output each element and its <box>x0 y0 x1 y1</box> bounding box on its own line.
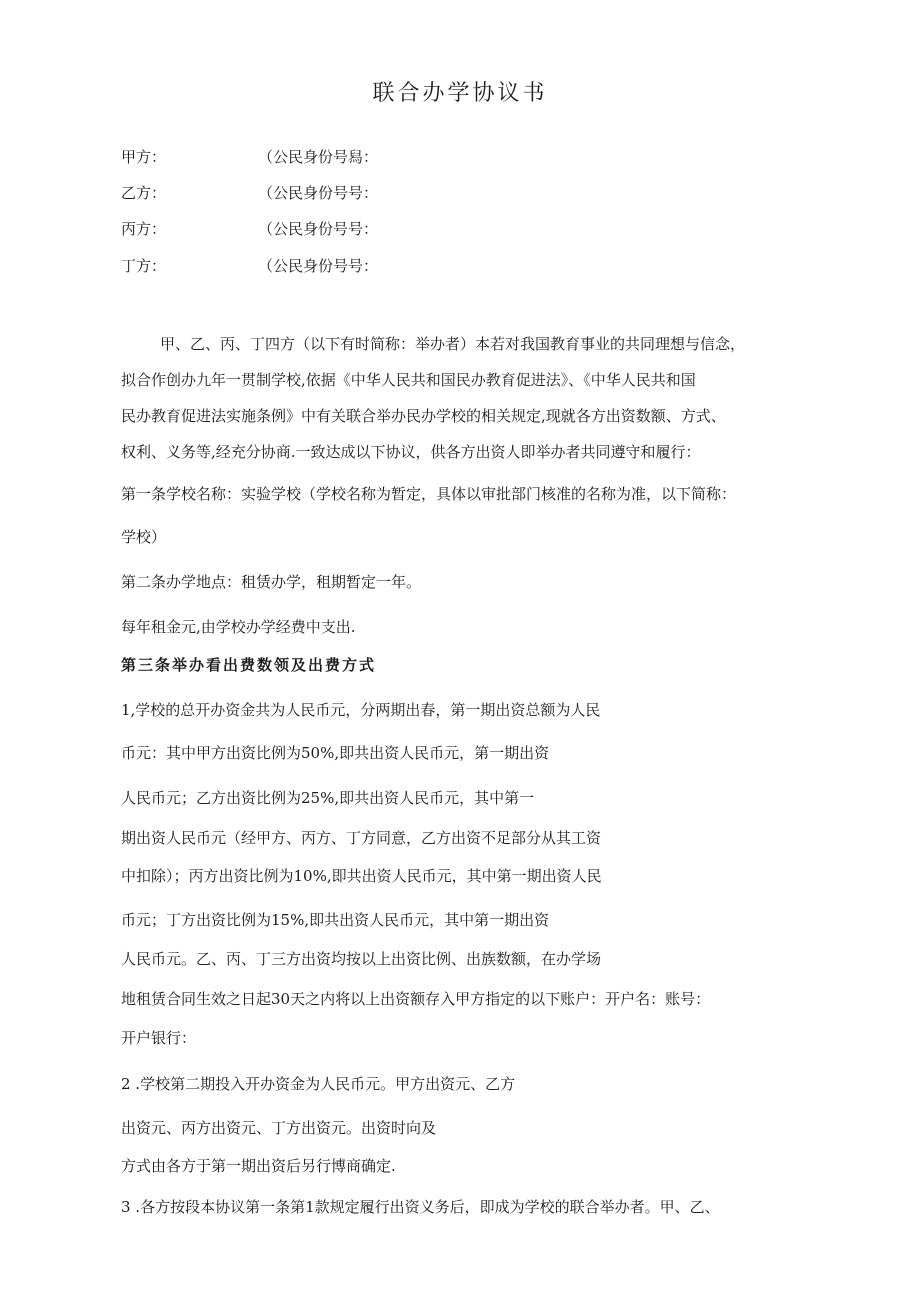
party-name: 丙方： <box>121 220 167 238</box>
party-id-label: （公民身份号号： <box>258 184 379 202</box>
text-line: 期出资人民币元（经甲方、丙方、丁方同意，乙方出资不足部分从其工资 <box>121 829 602 847</box>
text-line: 中扣除）；丙方出资比例为10%,即共出资人民币元，其中第一期出资人民 <box>121 867 602 885</box>
article-line: 第一条学校名称：实验学校（学校名称为暂定，具体以审批部门核准的名称为准，以下简称： <box>121 485 737 503</box>
text-line: 币元；丁方出资比例为15%,即共出资人民币元，其中第一期出资 <box>121 911 550 929</box>
party-name: 乙方： <box>121 184 167 202</box>
party-id-label: （公民身份号号： <box>258 220 379 238</box>
text-line: 每年租金元,由学校办学经费中支出. <box>121 618 356 636</box>
document-title: 联合办学协议书 <box>372 81 548 106</box>
article-line: 第二条办学地点：租赁办学，租期暂定一年。 <box>121 573 422 591</box>
text-line: 人民币元。乙、丙、丁三方出资均按以上出资比例、出族数额，在办学场 <box>121 950 602 968</box>
text-line: 出资元、丙方出资元、丁方出资元。出资时向及 <box>121 1119 437 1137</box>
text-line: 甲、乙、丙、丁四方（以下有时简称：举办者）本若对我国教育事业的共同理想与信念， <box>160 335 746 353</box>
text-line: 地租赁合同生效之日起30天之内将以上出资额存入甲方指定的以下账户：开户名：账号： <box>121 990 711 1008</box>
party-name: 丁方： <box>121 257 167 275</box>
text-line: 人民币元；乙方出资比例为25%,即共出资人民币元，其中第一 <box>121 789 535 807</box>
article-heading: 第三条举办看出费数领及出费方式 <box>121 656 377 674</box>
text-line: 权利、义务等,经充分协商.一致达成以下协议，供各方出资人即举办者共同遵守和履行： <box>121 443 701 461</box>
party-line <box>121 147 378 167</box>
text-line: 民办教育促进法实施条例》中有关联合举办民办学校的相关规定,现就各方出资数额、方式、 <box>121 407 726 425</box>
party-id-label: （公民身份号舄： <box>258 148 379 166</box>
party-line <box>121 256 378 276</box>
text-line: 学校） <box>121 528 167 546</box>
text-line: 3 .各方按段本协议第一条第1款规定履行出资义务后，即成为学校的联合举办者。甲、乙、 <box>121 1198 720 1216</box>
text-line: 拟合作创办九年一贯制学校,依据《中华人民共和国民办教育促进法》、《中华人民共和国 <box>121 371 696 389</box>
text-line: 开户银行： <box>121 1029 197 1047</box>
text-line: 币元：其中甲方出资比例为50%,即共出资人民币元，第一期出资 <box>121 744 550 762</box>
party-id-label: （公民身份号号： <box>258 257 379 275</box>
party-name: 甲方： <box>121 148 167 166</box>
text-line: 1,学校的总开办资金共为人民币元，分两期出春，第一期出资总额为人民 <box>121 701 601 719</box>
party-line <box>121 219 378 239</box>
text-line: 方式由各方于第一期出资后另行博商确定. <box>121 1157 396 1175</box>
party-line <box>121 183 378 203</box>
text-line: 2 .学校第二期投入开办资金为人民币元。甲方出资元、乙方 <box>121 1075 516 1093</box>
